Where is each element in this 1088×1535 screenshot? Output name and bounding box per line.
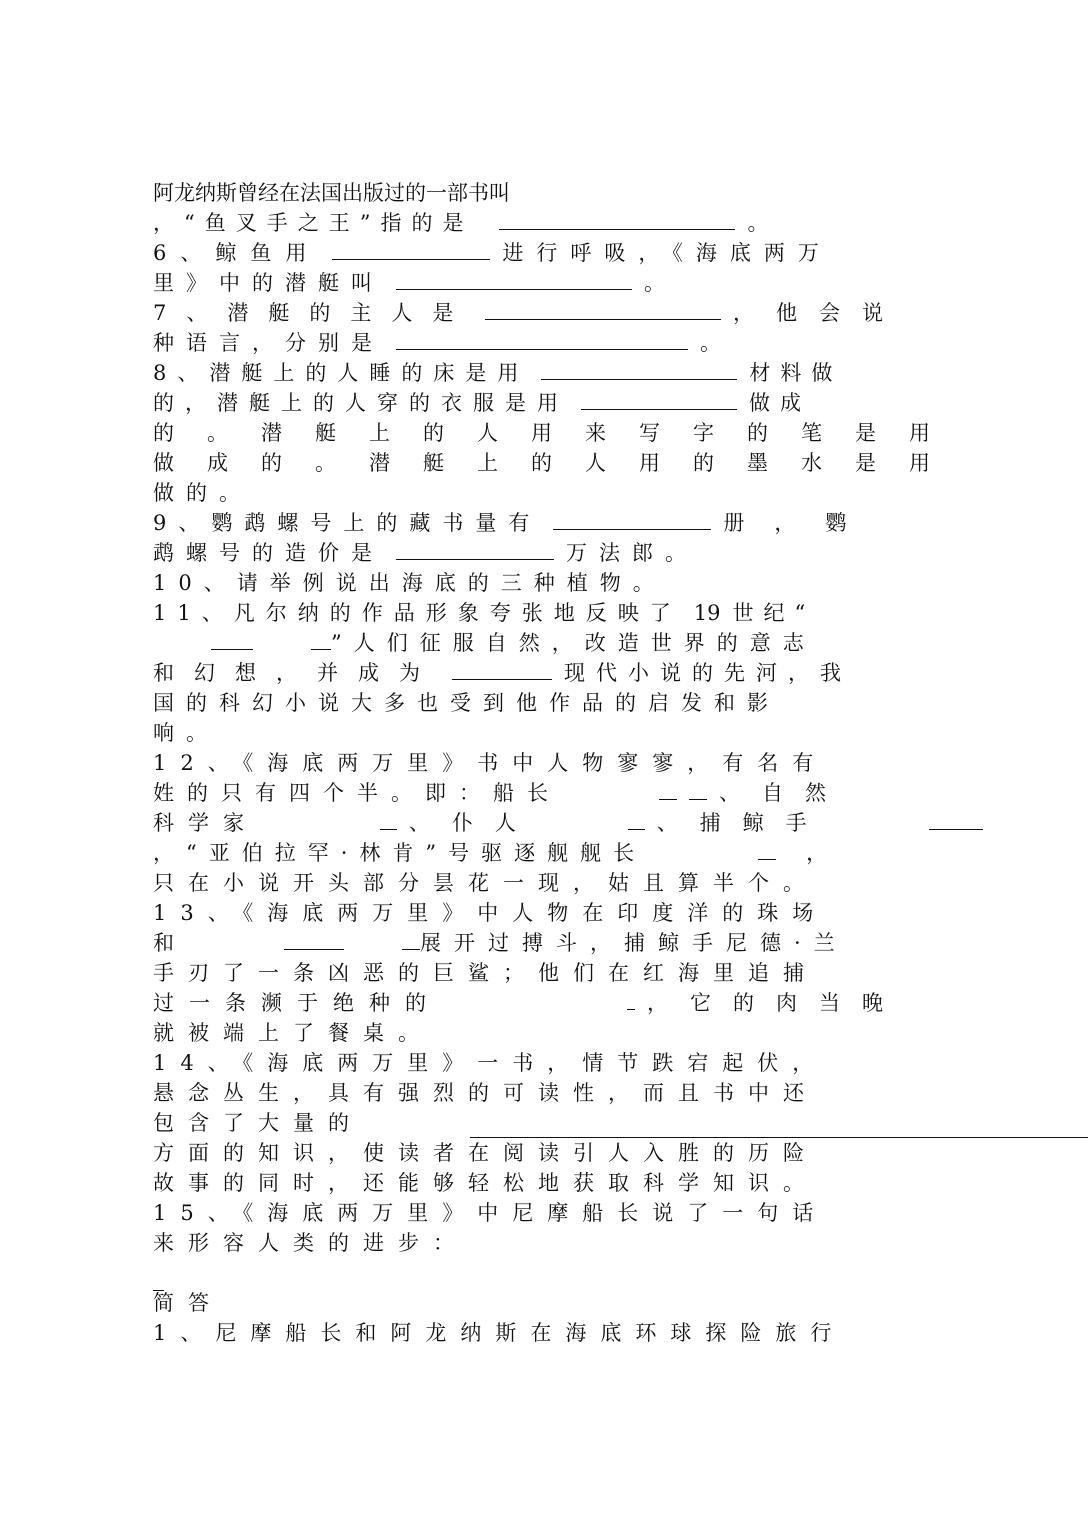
line-text: ，它的肉当晚 <box>647 991 905 1015</box>
answer-blank[interactable] <box>396 269 632 290</box>
line-text: 1、尼摩船长和阿龙纳斯在海底环球探险旅行 <box>153 1321 846 1345</box>
text-line <box>153 298 905 328</box>
line-text: 15、《海底两万里》中尼摩船长说了一句话 <box>153 1201 828 1225</box>
line-text: 材料做 <box>749 361 843 385</box>
text-line <box>153 508 905 538</box>
line-text: 做的。 <box>153 481 252 505</box>
line-text: 8、潜艇上的人睡的床是用 <box>153 361 530 385</box>
text-line <box>153 388 905 418</box>
line-text: ，“鱼叉手之王”指的是 <box>153 211 474 235</box>
text-line <box>153 568 905 598</box>
line-text: 阿龙纳斯曾经在法国出版过的一部书叫 <box>153 181 510 205</box>
line-text: 的。潜艇上的人用来写字的笔是用 <box>153 421 963 445</box>
line-text: ， <box>806 841 828 865</box>
line-text: 手刃了一条凶恶的巨鲨；他们在红海里追捕 <box>153 961 818 985</box>
answer-blank[interactable] <box>553 509 711 530</box>
text-line <box>153 868 905 898</box>
answer-blank[interactable] <box>380 809 397 830</box>
answer-blank[interactable] <box>689 779 707 800</box>
text-line <box>153 748 905 778</box>
answer-blank[interactable] <box>659 779 677 800</box>
line-text: 来形容人类的进步： <box>153 1231 468 1255</box>
line-text: 进行呼吸，《海底两万 <box>502 241 832 265</box>
line-text: 过一条濒于绝种的 <box>153 991 441 1015</box>
text-line <box>153 1318 905 1348</box>
line-text: 就被端上了餐桌。 <box>153 1021 433 1045</box>
text-line <box>153 808 983 838</box>
text-line <box>153 988 905 1018</box>
line-text: ，他会说 <box>733 301 905 325</box>
text-line <box>153 1228 905 1258</box>
text-line <box>153 1018 905 1048</box>
text-line <box>153 418 963 448</box>
line-text: 和 <box>153 931 174 955</box>
text-line <box>153 718 905 748</box>
line-text: 。 <box>644 271 665 295</box>
text-line <box>153 1168 905 1198</box>
answer-blank[interactable] <box>211 629 253 650</box>
text-line <box>153 358 905 388</box>
answer-blank[interactable] <box>396 329 688 350</box>
line-text: 和幻想，并成为 <box>153 661 440 685</box>
line-text: 13、《海底两万里》中人物在印度洋的珠场 <box>153 901 828 925</box>
answer-blank[interactable] <box>332 239 490 260</box>
answer-blank[interactable] <box>627 989 635 1010</box>
line-text: 7、潜艇的主人是 <box>153 301 474 325</box>
text-line <box>153 1048 905 1078</box>
text-line <box>153 838 905 868</box>
answer-blank[interactable] <box>929 809 983 830</box>
text-line <box>153 778 905 808</box>
line-text: 科学家 <box>153 811 258 835</box>
text-line <box>153 178 905 208</box>
line-text: 包含了大量的 <box>153 1111 363 1135</box>
line-text: 、自然 <box>719 781 848 805</box>
line-text: 、仆人 <box>408 811 538 835</box>
text-line <box>153 928 905 958</box>
section-heading <box>153 1288 905 1318</box>
line-text: 只在小说开头部分昙花一现，姑且算半个。 <box>153 871 818 895</box>
line-text: 方面的知识，使读者在阅读引人入胜的历险 <box>153 1141 818 1165</box>
answer-blank[interactable] <box>758 839 776 860</box>
line-text: 万法郎。 <box>566 541 698 565</box>
answer-blank[interactable] <box>628 809 645 830</box>
line-text: 6、鲸鱼用 <box>153 241 321 265</box>
line-text: 。 <box>747 211 769 235</box>
text-line <box>153 598 905 628</box>
line-text: 鹉螺号的造价是 <box>153 541 384 565</box>
line-text: 、捕鲸手 <box>656 811 829 835</box>
text-line <box>153 688 905 718</box>
line-text: 国的科幻小说大多也受到他作品的启发和影 <box>153 691 780 715</box>
line-text: 册，鹦 <box>723 511 877 535</box>
text-line <box>153 898 905 928</box>
answer-blank[interactable] <box>452 659 552 680</box>
line-text: 。 <box>700 331 721 355</box>
answer-blank[interactable] <box>311 629 331 650</box>
text-line <box>153 448 963 478</box>
text-line <box>153 1078 905 1108</box>
text-line <box>153 1198 905 1228</box>
answer-blank[interactable] <box>581 389 737 410</box>
text-line <box>153 1108 905 1138</box>
text-line <box>153 268 905 298</box>
answer-blank[interactable] <box>541 359 737 380</box>
line-text: ，“亚伯拉罕·林肯”号驱逐舰舰长 <box>153 841 647 865</box>
section-title: 简答 <box>153 1291 223 1315</box>
text-line <box>153 628 905 658</box>
text-line <box>153 238 905 268</box>
text-line <box>153 958 905 988</box>
line-text: 现代小说的先河，我 <box>564 661 852 685</box>
line-text: 里》中的潜艇叫 <box>153 271 384 295</box>
line-text: 的，潜艇上的人穿的衣服是用 <box>153 391 569 415</box>
line-text: 14、《海底两万里》一书，情节跌宕起伏， <box>153 1051 828 1075</box>
answer-blank[interactable] <box>499 209 735 230</box>
text-line <box>153 328 905 358</box>
line-text: 故事的同时，还能够轻松地获取科学知识。 <box>153 1171 818 1195</box>
line-text: 姓的只有四个半。即：船长 <box>153 781 561 805</box>
line-text: 世纪“ <box>732 601 816 625</box>
text-line <box>153 1138 905 1168</box>
text-line <box>153 658 905 688</box>
line-text: 做成的。潜艇上的人用的墨水是用 <box>153 451 963 475</box>
answer-blank[interactable] <box>284 929 344 950</box>
answer-blank[interactable] <box>396 539 554 560</box>
text-line <box>153 208 905 238</box>
line-text: 9、鹦鹉螺号上的藏书量有 <box>153 511 542 535</box>
answer-blank[interactable] <box>485 299 721 320</box>
line-text: 11、凡尔纳的作品形象夸张地反映了 <box>153 601 682 625</box>
line-text: 悬念丛生，具有强烈的可读性，而且书中还 <box>153 1081 818 1105</box>
line-text: 12、《海底两万里》书中人物寥寥，有名有 <box>153 751 828 775</box>
line-text: 10、请举例说出海底的三种植物。 <box>153 571 666 595</box>
line-text: 19 <box>693 601 721 625</box>
line-text: 响。 <box>153 721 219 745</box>
text-line <box>153 538 905 568</box>
line-text: 做成 <box>749 391 811 415</box>
line-text: ”人们征服自然，改造世界的意志 <box>331 631 816 655</box>
answer-blank[interactable] <box>402 929 420 950</box>
text-line <box>153 478 905 508</box>
line-text: 种语言，分别是 <box>153 331 384 355</box>
line-text: 展开过搏斗，捕鲸手尼德·兰 <box>420 931 848 955</box>
